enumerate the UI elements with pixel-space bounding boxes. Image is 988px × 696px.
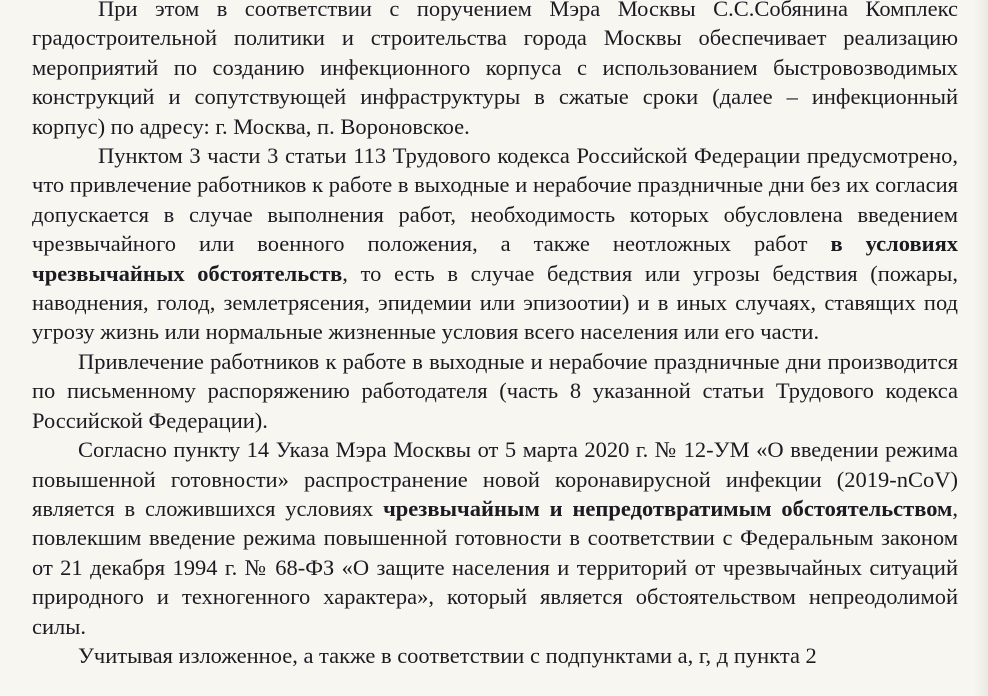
bold-emphasis: в условиях чрезвычайных обстоятельств — [32, 231, 958, 286]
paragraph-conclusion-start — [32, 641, 958, 670]
text-segment: При этом в соответствии с поручением Мэра Москвы С.С.Собянина Комплекс градостроительной политики и строительства города Москвы обеспечивает реализацию мероприятий по созданию инфекционного корпуса с использованием быстровозводимых конструкций и сопутствующей инфраструктуры в сжатые сроки (далее – инфекционный корпус) по адресу: г. Москва, п. Вороновское. — [32, 0, 958, 139]
bold-emphasis: чрезвычайным и непредотвратимым обстоятельством — [383, 495, 953, 521]
text-segment: Привлечение работников к работе в выходные и нерабочие праздничные дни производится по письменному распоряжению работодателя (часть 8 указанной статьи Трудового кодекса Российской Федерации). — [32, 348, 958, 433]
text-segment: , повлекшим введение режима повышенной готовности в соответствии с Федеральным законом от 21 декабря 1994 г. № 68-ФЗ «О защите населения и территорий от чрезвычайных ситуаций природного и техногенного характера», который является обстоятельством непреодолимой силы. — [32, 495, 958, 639]
scan-edge-shadow — [974, 0, 988, 696]
text-segment: Учитывая изложенное, а также в соответствии с подпунктами а, г, д пункта 2 — [78, 642, 817, 668]
text-segment: , то есть в случае бедствия или угрозы бедствия (пожары, наводнения, голод, землетрясения, эпидемии или эпизоотии) и в иных случаях, ставящих под угрозу жизнь или нормальные жизненные условия всего населения или его части. — [32, 260, 959, 345]
text-segment: Согласно пункту 14 Указа Мэра Москвы от 5 марта 2020 г. № 12-УМ «О введении режима повышенной готовности» распространение новой коронавирусной инфекции (2019-nCoV) является в сложившихся условиях — [32, 437, 958, 521]
document-page — [32, 0, 958, 670]
paragraph-construction-order — [32, 0, 958, 141]
paragraph-labor-code-article-113 — [32, 141, 958, 347]
text-segment: Пунктом 3 части 3 статьи 113 Трудового кодекса Российской Федерации предусмотрено, что привлечение работников к работе в выходные и нерабочие праздничные дни без их согласия допускается в случае выполнения работ, необходимость которых обусловлена введением чрезвычайного или военного положения, а также неотложных работ — [32, 143, 958, 257]
paragraph-mayor-decree — [32, 435, 958, 641]
paragraph-written-order — [32, 347, 958, 435]
